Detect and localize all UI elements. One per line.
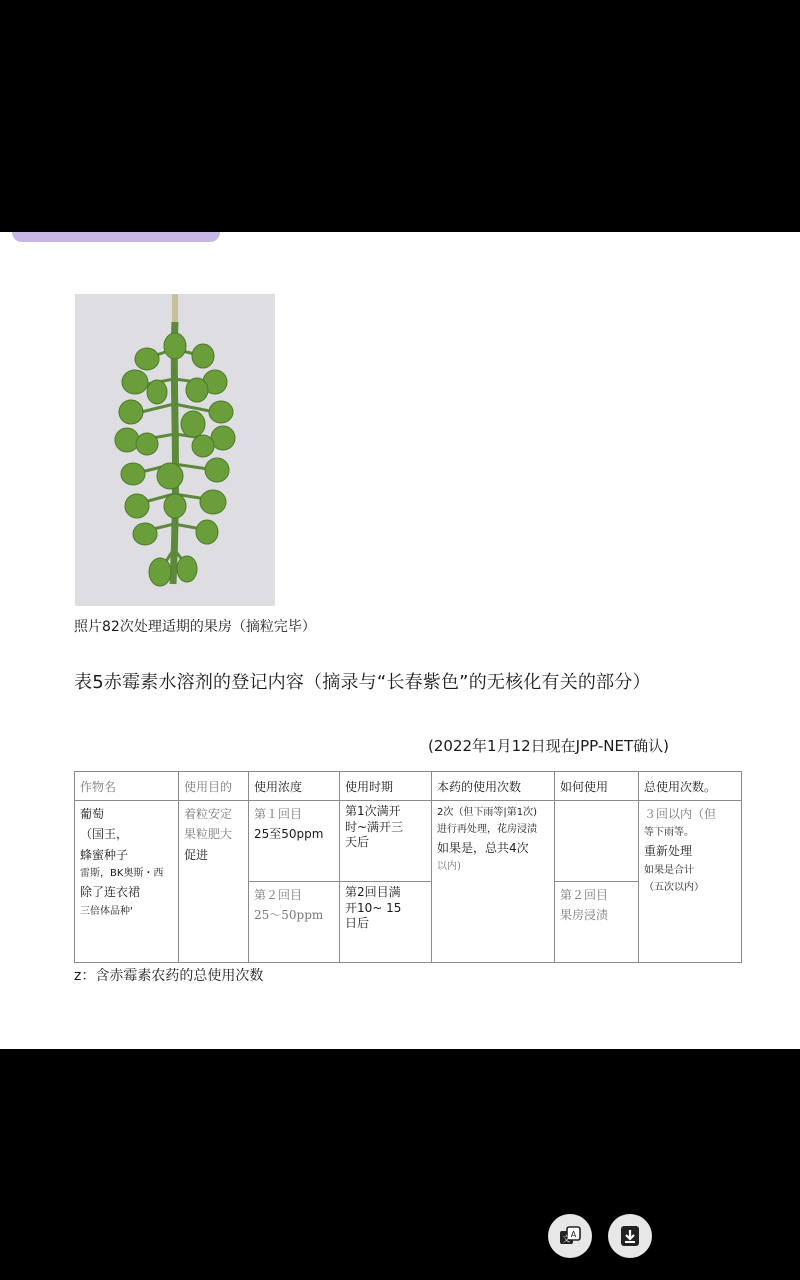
header-purpose: 使用目的 bbox=[179, 772, 249, 801]
table-row bbox=[75, 801, 742, 882]
crop-line: 除了连衣裙 bbox=[80, 885, 141, 900]
date-note: (2022年1月12日现在JPP-NET确认) bbox=[428, 737, 669, 755]
round-label: 第２回目 bbox=[560, 888, 609, 902]
registration-table bbox=[74, 771, 742, 963]
table-header-row bbox=[75, 772, 742, 801]
cell-concentration-2 bbox=[249, 882, 340, 963]
purpose-line: 促进 bbox=[184, 847, 209, 862]
usage-line: 进行再处理，花房浸渍 bbox=[437, 824, 537, 835]
header-concentration: 使用浓度 bbox=[249, 772, 340, 801]
header-tab bbox=[12, 232, 220, 242]
photo-caption: 照片82次处理适期的果房（摘粒完毕） bbox=[74, 619, 316, 635]
usage-line: 2次（但下雨等|第1次) bbox=[437, 807, 537, 818]
crop-line: （国王， bbox=[80, 827, 129, 842]
concentration-value: 25至50ppm bbox=[254, 827, 324, 842]
header-method: 如何使用 bbox=[555, 772, 639, 801]
total-line: ３回以内（但 bbox=[644, 807, 717, 821]
document-image bbox=[0, 232, 800, 1049]
footnote: z：含赤霉素农药的总使用次数 bbox=[74, 968, 264, 984]
table-title: 表5赤霉素水溶剂的登记内容（摘录与“长春紫色”的无核化有关的部分） bbox=[74, 672, 651, 693]
cell-timing-2 bbox=[340, 882, 432, 963]
crop-line: 蜂蜜种子 bbox=[80, 847, 129, 862]
header-crop: 作物名 bbox=[75, 772, 179, 801]
timing-line: 第1次满开 bbox=[345, 804, 401, 818]
concentration-value: 25～50ppm bbox=[254, 908, 324, 923]
usage-line: 如果是，总共4次 bbox=[437, 841, 529, 855]
download-icon bbox=[618, 1224, 642, 1248]
round-label: 第１回目 bbox=[254, 807, 303, 821]
cell-method-1 bbox=[555, 801, 639, 882]
translate-button[interactable] bbox=[548, 1214, 592, 1258]
crop-line: 雷斯，BK奥斯・西 bbox=[80, 868, 164, 880]
method-value: 果房浸渍 bbox=[560, 908, 609, 923]
cell-crop bbox=[75, 801, 179, 963]
header-total: 总使用次数。 bbox=[639, 772, 742, 801]
purpose-line: 着粒安定 bbox=[184, 807, 233, 821]
header-timing: 使用时期 bbox=[340, 772, 432, 801]
total-line: 等下雨等。 bbox=[644, 827, 694, 839]
crop-line: 葡萄 bbox=[80, 807, 105, 821]
total-line: （五次以内） bbox=[644, 881, 704, 893]
timing-line: 天后 bbox=[345, 835, 370, 850]
svg-text:文: 文 bbox=[562, 1234, 571, 1244]
grape-cluster-photo bbox=[75, 294, 275, 606]
round-label: 第２回目 bbox=[254, 888, 303, 902]
timing-line: 开10~ 15 bbox=[345, 900, 402, 915]
cell-method-2 bbox=[555, 882, 639, 963]
timing-line: 日后 bbox=[345, 916, 370, 931]
translate-icon bbox=[558, 1224, 582, 1248]
download-button[interactable] bbox=[608, 1214, 652, 1258]
cell-usage-count bbox=[432, 801, 555, 963]
usage-line: 以内) bbox=[437, 861, 461, 873]
svg-text:A: A bbox=[570, 1230, 577, 1239]
crop-line: 三倍体品种' bbox=[80, 905, 133, 917]
header-usage-count: 本药的使用次数 bbox=[432, 772, 555, 801]
timing-line: 第2回目满 bbox=[345, 885, 401, 899]
timing-line: 时~满开三 bbox=[345, 819, 404, 834]
purpose-line: 果粒肥大 bbox=[184, 827, 233, 842]
total-line: 如果是合计 bbox=[644, 864, 694, 876]
cell-total bbox=[639, 801, 742, 963]
cell-timing-1 bbox=[340, 801, 432, 882]
total-line: 重新处理 bbox=[644, 844, 693, 859]
cell-purpose bbox=[179, 801, 249, 963]
cell-concentration-1 bbox=[249, 801, 340, 882]
